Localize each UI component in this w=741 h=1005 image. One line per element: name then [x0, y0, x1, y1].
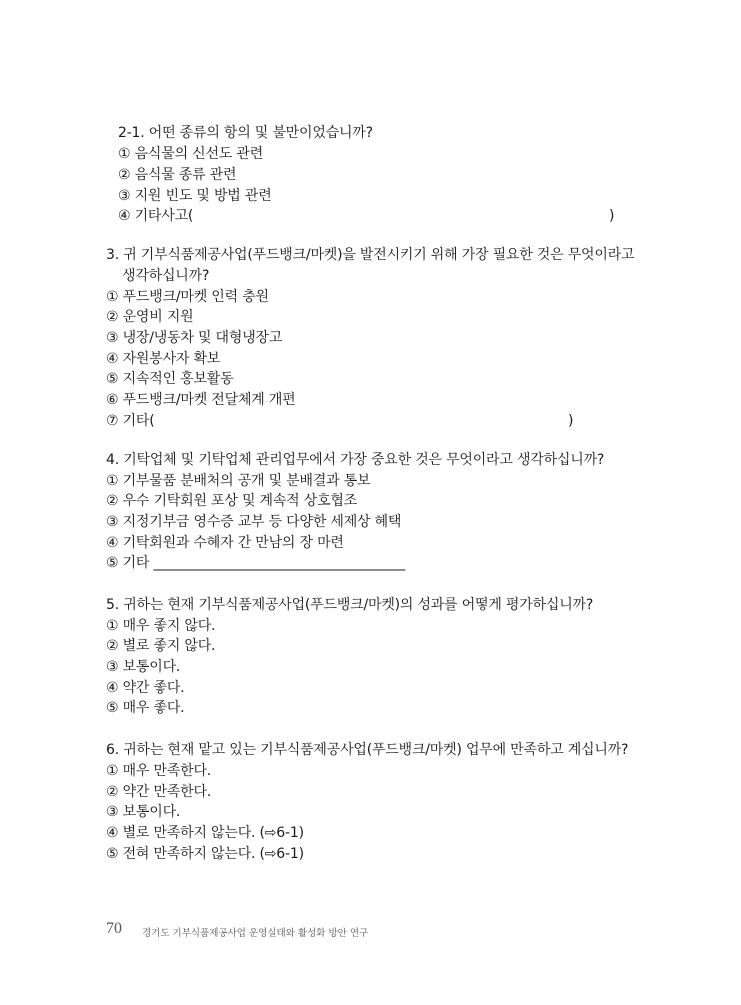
q6-option-2: ② 약간 만족한다.	[106, 784, 212, 800]
q5-option-2: ② 별로 좋지 않다.	[106, 638, 216, 654]
q5-option-4: ④ 약간 좋다.	[106, 680, 185, 696]
q5-option-3: ③ 보통이다.	[106, 659, 181, 675]
q5-option-5: ⑤ 매우 좋다.	[106, 700, 185, 716]
page-number: 70	[106, 920, 122, 937]
q2-1-option-2: ② 음식물 종류 관련	[118, 167, 237, 183]
q6-option-4: ④ 별로 만족하지 않는다. (⇨6-1)	[106, 825, 304, 841]
q5-option-1: ① 매우 좋지 않다.	[106, 618, 216, 634]
question-3-line-2: 생각하십니까?	[122, 268, 210, 284]
q2-1-option-1: ① 음식물의 신선도 관련	[118, 146, 264, 162]
footer-title: 경기도 기부식품제공사업 운영실태와 활성화 방안 연구	[142, 928, 369, 939]
q6-option-5: ⑤ 전혀 만족하지 않는다. (⇨6-1)	[106, 846, 304, 862]
q3-option-4: ④ 자원봉사자 확보	[106, 351, 221, 367]
q4-option-3: ③ 지정기부금 영수증 교부 등 다양한 세제상 혜택	[106, 514, 402, 530]
q4-option-2: ② 우수 기탁회원 포상 및 계속적 상호협조	[106, 493, 358, 509]
q3-option-2: ② 운영비 지원	[106, 309, 194, 325]
q3-option-5: ⑤ 지속적인 홍보활동	[106, 371, 234, 387]
q2-1-option-4-close: )	[609, 208, 615, 224]
q3-option-6: ⑥ 푸드뱅크/마켓 전달체계 개편	[106, 392, 296, 408]
q3-option-3: ③ 냉장/냉동차 및 대형냉장고	[106, 330, 283, 346]
question-6: 6. 귀하는 현재 맡고 있는 기부식품제공사업(푸드뱅크/마켓) 업무에 만족하고 계십니까?	[106, 742, 629, 758]
q4-option-4: ④ 기탁회원과 수혜자 간 만남의 장 마련	[106, 535, 344, 551]
q6-option-1: ① 매우 만족한다.	[106, 763, 212, 779]
q3-option-1: ① 푸드뱅크/마켓 인력 충원	[106, 289, 269, 305]
q4-option-5: ⑤ 기타 _____________________________________	[106, 555, 406, 571]
question-3-line-1: 3. 귀 기부식품제공사업(푸드뱅크/마켓)을 발전시키기 위해 가장 필요한 것은 무엇이라고	[106, 247, 635, 263]
q3-option-7: ⑦ 기타(	[106, 413, 155, 429]
q3-option-7-close: )	[568, 413, 574, 429]
q6-option-3: ③ 보통이다.	[106, 804, 181, 820]
question-2-1: 2-1. 어떤 종류의 항의 및 불만이었습니까?	[118, 125, 373, 141]
q2-1-option-4: ④ 기타사고(	[118, 208, 194, 224]
q2-1-option-3: ③ 지원 빈도 및 방법 관련	[118, 188, 272, 204]
question-5: 5. 귀하는 현재 기부식품제공사업(푸드뱅크/마켓)의 성과를 어떻게 평가하십니까?	[106, 597, 594, 613]
q4-option-1: ① 기부물품 분배처의 공개 및 분배결과 통보	[106, 473, 371, 489]
question-4: 4. 기탁업체 및 기탁업체 관리업무에서 가장 중요한 것은 무엇이라고 생각하십니까?	[106, 452, 605, 468]
